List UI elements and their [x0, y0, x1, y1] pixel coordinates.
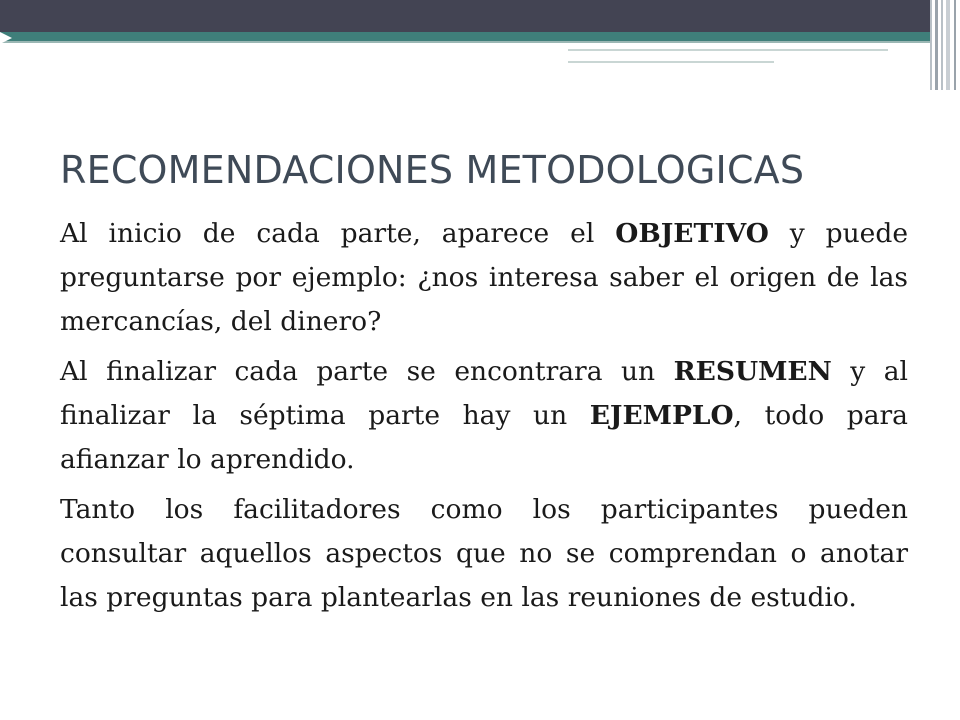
- paragraph-consultas: [60, 488, 908, 620]
- text-segment: Al inicio de cada parte, aparece el: [60, 218, 616, 249]
- paragraph-objetivo: [60, 212, 908, 344]
- header-chevron-icon: [0, 32, 12, 44]
- text-segment: Tanto los facilitadores como los participantes pueden consultar aquellos aspectos que no se comprendan o anotar las preguntas para plantearlas en las reuniones de estudio.: [60, 494, 908, 613]
- header-accent-bar: [0, 32, 930, 41]
- slide-title: RECOMENDACIONES METODOLOGICAS: [60, 148, 805, 192]
- text-segment: , todo para afianzar lo aprendido.: [60, 400, 908, 475]
- keyword-objetivo: OBJETIVO: [615, 218, 769, 249]
- keyword-ejemplo: EJEMPLO: [589, 400, 734, 431]
- paragraph-resumen: [60, 350, 908, 482]
- slide-body: [60, 212, 908, 626]
- corner-stripes: [930, 0, 960, 90]
- header-rule: [568, 49, 888, 51]
- header-rule-short: [568, 61, 774, 63]
- header-accent-shadow: [0, 41, 930, 43]
- keyword-resumen: RESUMEN: [673, 356, 832, 387]
- header-bar: [0, 0, 930, 32]
- text-segment: y al finalizar la séptima parte hay un: [60, 356, 909, 431]
- text-segment: Al finalizar cada parte se encontrara un: [60, 356, 674, 387]
- text-segment: y puede preguntarse por ejemplo: ¿nos interesa saber el origen de las mercancías, del dinero?: [60, 218, 908, 337]
